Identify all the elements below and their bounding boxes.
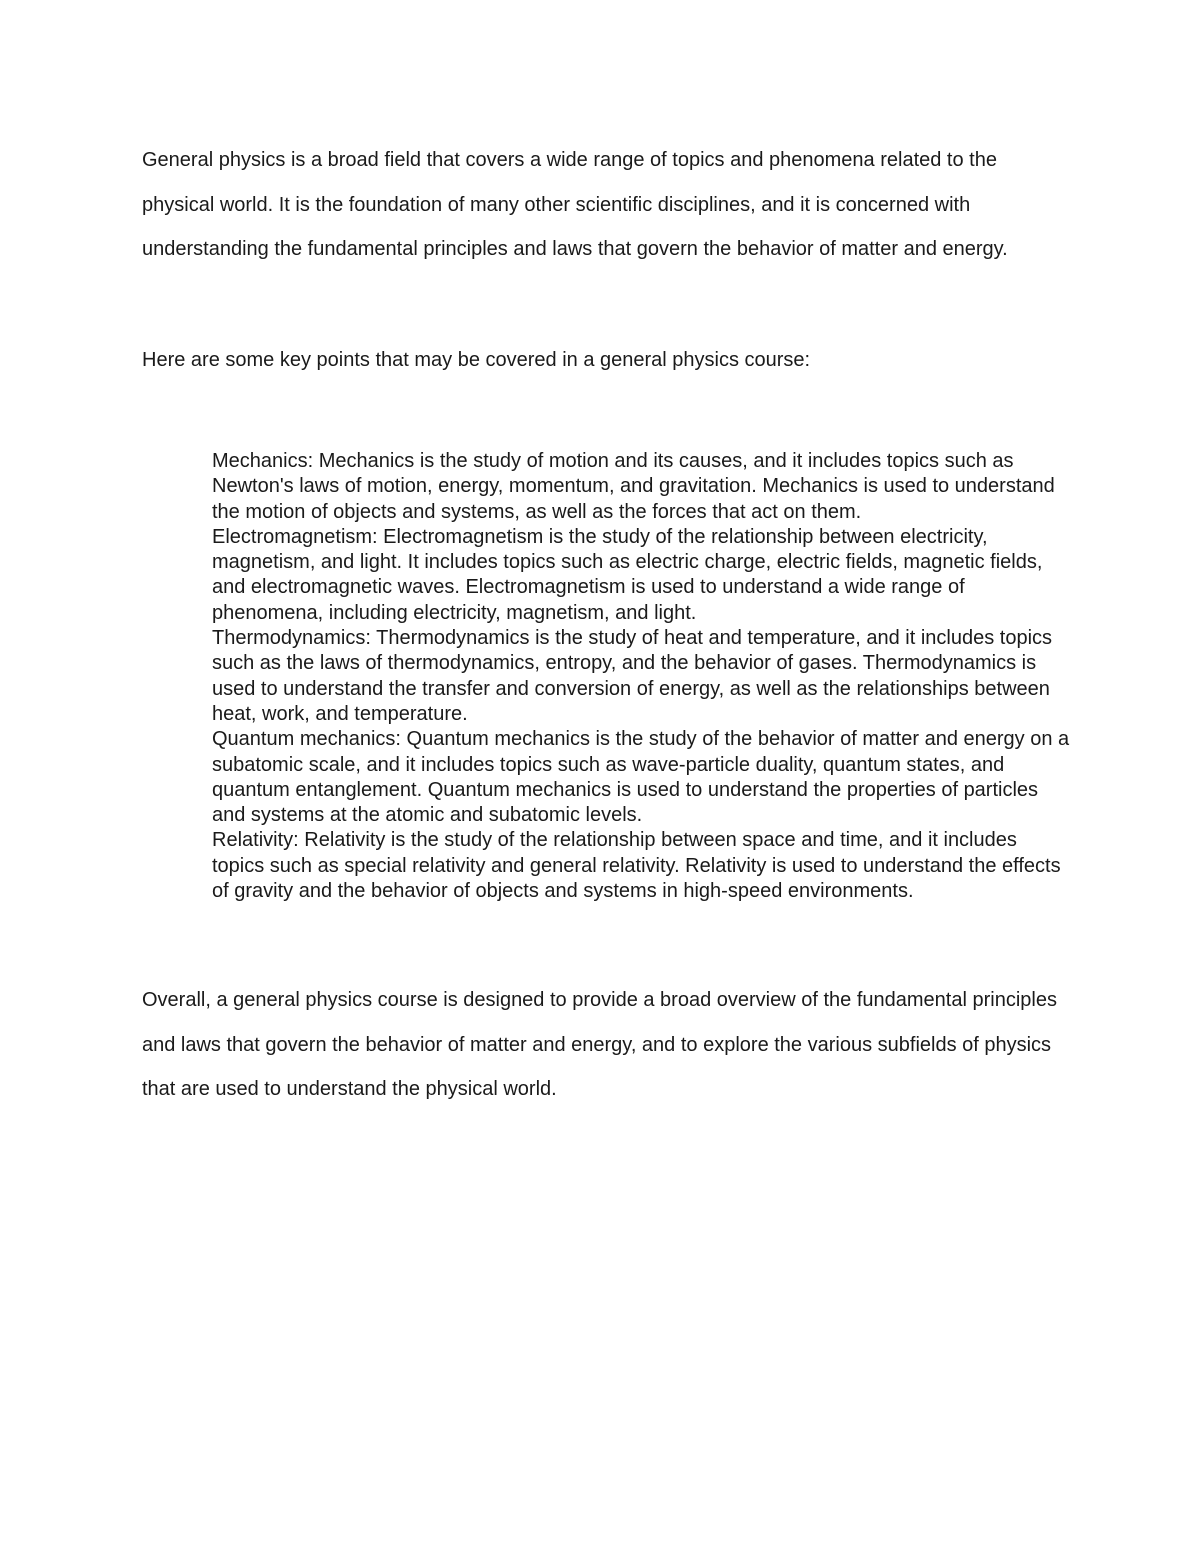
topic-electromagnetism: Electromagnetism: Electromagnetism is the study of the relationship between electricity, magnetism, and light. It includes topics such as electric charge, electric fields, magnetic fields, and electromagnetic waves. Electromagnetism is used to understand a wide range of phenomena, including electricity, magnetism, and light. bbox=[212, 525, 1043, 624]
topic-quantum-mechanics: Quantum mechanics: Quantum mechanics is the study of the behavior of matter and energy on a subatomic scale, and it includes topics such as wave-particle duality, quantum states, and quantum entanglement. Quantum mechanics is used to understand the properties of particles and systems at the atomic and subatomic levels. bbox=[212, 728, 1070, 827]
topics-lead-paragraph: Here are some key points that may be covered in a general physics course: bbox=[142, 349, 811, 371]
intro-paragraph: General physics is a broad field that covers a wide range of topics and phenomena related to the physical world. It is the foundation of many other scientific disciplines, and it is concerned with understanding the fundamental principles and laws that govern the behavior of matter and energy. bbox=[142, 149, 1008, 260]
topics-list bbox=[212, 449, 1072, 904]
topic-thermodynamics: Thermodynamics: Thermodynamics is the study of heat and temperature, and it includes topics such as the laws of thermodynamics, entropy, and the behavior of gases. Thermodynamics is used to understand the transfer and conversion of energy, as well as the relationships between heat, work, and temperature. bbox=[212, 627, 1053, 725]
topic-relativity: Relativity: Relativity is the study of the relationship between space and time, and it includes topics such as special relativity and general relativity. Relativity is used to understand the effects of gravity and the behavior of objects and systems in high-speed environments. bbox=[212, 829, 1061, 903]
topic-mechanics: Mechanics: Mechanics is the study of motion and its causes, and it includes topics such as Newton's laws of motion, energy, momentum, and gravitation. Mechanics is used to understand the motion of objects and systems, as well as the forces that act on them. bbox=[212, 450, 1055, 523]
overall-paragraph: Overall, a general physics course is designed to provide a broad overview of the fundamental principles and laws that govern the behavior of matter and energy, and to explore the various subfields of physics that are used to understand the physical world. bbox=[142, 989, 1057, 1100]
